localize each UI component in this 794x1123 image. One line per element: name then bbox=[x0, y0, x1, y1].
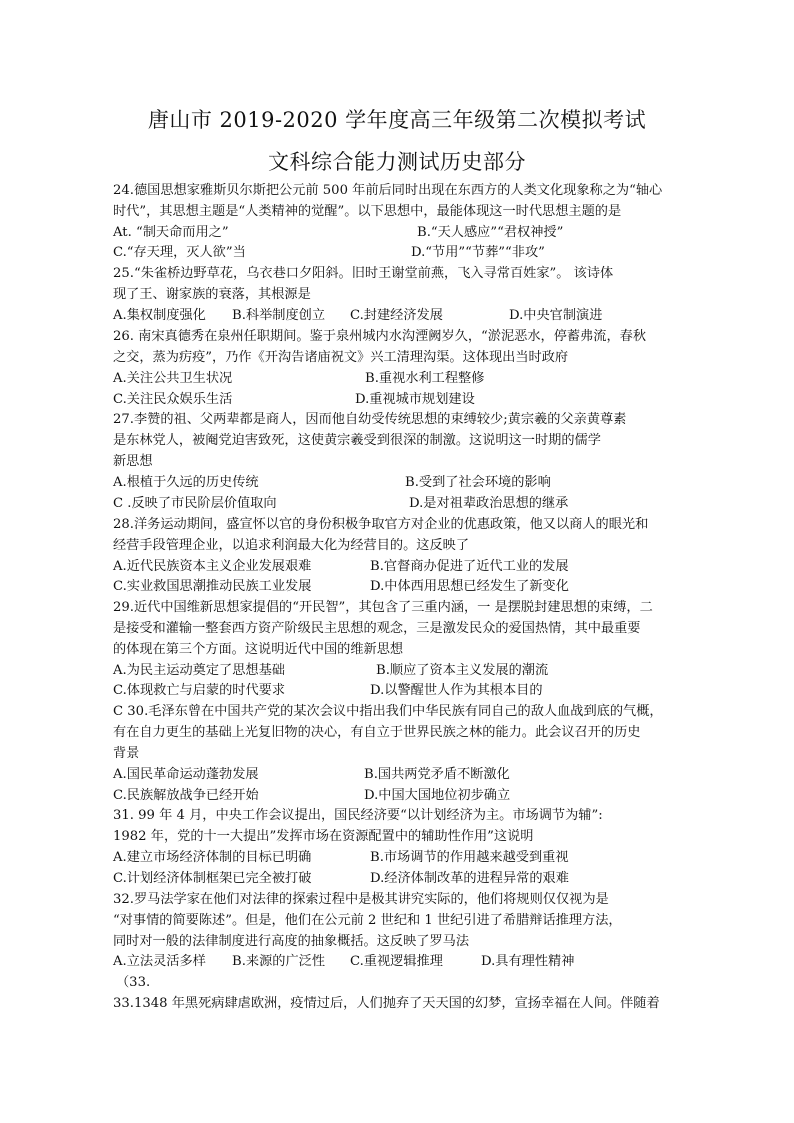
question-27-option-c: C .反映了市民阶层价值取向 bbox=[113, 496, 277, 511]
question-27-option-d: D.是对祖辈政治思想的继承 bbox=[409, 496, 569, 511]
question-32-stem-line-2: “对事情的简要陈述”。但是，他们在公元前 2 世纪和 1 世纪引进了希腊辩话推理方法， bbox=[113, 913, 622, 928]
question-24-option-b: B.“天人感应”“君权神授” bbox=[417, 225, 564, 240]
question-32-stem-line-1: 32.罗马法学家在他们对法律的探索过程中是极其讲究实际的，他们将规则仅仅视为是 bbox=[113, 892, 609, 907]
question-31-stem-line-1: 31. 99 年 4 月，中央工作会议提出，国民经济要“以计划经济为主。市场调节为辅”: bbox=[113, 808, 603, 823]
question-26-stem-line-2: 之交，蒸为疠疫”，乃作《开沟告诸庙祝文》兴工清理沟渠。这体现出当时政府 bbox=[113, 350, 569, 365]
question-31-option-c: C.计划经济体制框架已完全被打破 bbox=[113, 871, 312, 886]
question-29-stem-line-1: 29.近代中国维新思想家提倡的“开民智”，其包含了三重内涵，一 是摆脱封建思想的束缚，二 bbox=[113, 600, 653, 615]
question-24-option-a: At. “制天命而用之” bbox=[113, 225, 229, 240]
question-31-stem-line-2: 1982 年，党的十一大提出”发挥市场在资源配置中的辅助性作用”这说明 bbox=[113, 829, 534, 844]
question-28-option-d: D.中体西用思想已经发生了新变化 bbox=[370, 579, 569, 594]
question-25-option-c: C.封建经济发展 bbox=[350, 308, 443, 323]
question-30-option-c: C.民族解放战争已经开始 bbox=[113, 788, 259, 803]
question-26-option-a: A.关注公共卫生状况 bbox=[113, 371, 233, 386]
question-32-option-b: B.来源的广泛性 bbox=[232, 954, 326, 969]
question-26-option-c: C.关注民众娱乐生活 bbox=[113, 392, 233, 407]
question-27-stem-line-1: 27.李赞的祖、父两辈都是商人，因而他自幼受传统思想的束缚较少;黄宗羲的父亲黄尊素 bbox=[113, 412, 627, 427]
question-25-option-d: D.中央官制演进 bbox=[509, 308, 603, 323]
question-33-stem-line-1: 33.1348 年黑死病肆虐欧洲，疫情过后，人们抛弃了天天国的幻梦，宣扬幸福在人间。伴随着 bbox=[113, 996, 660, 1011]
question-30-option-d: D.中国大国地位初步确立 bbox=[364, 788, 511, 803]
question-30-stem-line-2: 有在自力更生的基础上光复旧物的决心，有自立于世界民族之林的能力。此会议召开的历史 bbox=[113, 725, 641, 740]
question-27-option-b: B.受到了社会环境的影响 bbox=[405, 475, 551, 490]
question-30-option-b: B.国共两党矛盾不断激化 bbox=[364, 767, 510, 782]
question-24-stem-line-1: 24.德国思想家雅斯贝尔斯把公元前 500 年前后同时出现在东西方的人类文化现象称之为“轴心 bbox=[113, 183, 663, 198]
question-29-option-c: C.体现救亡与启蒙的时代要求 bbox=[113, 683, 286, 698]
question-32-stem-line-3: 同时对一般的法律制度进行高度的抽象概括。这反映了罗马法 bbox=[113, 934, 470, 949]
question-27-stem-line-2: 是东林党人，被阉党迫害致死，这使黄宗羲受到很深的制激。这说明这一时期的儒学 bbox=[113, 433, 601, 448]
question-30-option-a: A.国民革命运动蓬勃发展 bbox=[113, 767, 259, 782]
question-29-option-d: D.以警醒世人作为其根本目的 bbox=[370, 683, 543, 698]
question-25-stem-line-2: 现了王、谢家族的衰落，其根源是 bbox=[113, 287, 311, 302]
question-24-stem-line-2: 时代”，其思想主题是“人类精神的觉醒”。以下思想中，最能体现这一时代思想主题的是 bbox=[113, 204, 622, 219]
question-27-option-a: A.根植于久远的历史传统 bbox=[113, 475, 259, 490]
question-31-option-a: A.建立市场经济体制的目标已明确 bbox=[113, 850, 312, 865]
question-24-option-c: C.“存天理，灭人欲”当 bbox=[113, 245, 246, 260]
question-28-option-c: C.实业救国思潮推动民族工业发展 bbox=[113, 579, 312, 594]
question-31-option-b: B.市场调节的作用越来越受到重视 bbox=[370, 850, 569, 865]
question-27-stem-line-3: 新思想 bbox=[113, 454, 153, 469]
question-32-option-c: C.重视逻辑推理 bbox=[350, 954, 443, 969]
question-32-option-d: D.具有理性精神 bbox=[481, 954, 575, 969]
question-26-option-d: D.重视城市规划建设 bbox=[355, 392, 475, 407]
page-title: 唐山市 2019-2020 学年度高三年级第二次模拟考试 bbox=[147, 108, 647, 132]
question-24-option-d: D.“节用”“节葬”“非攻” bbox=[411, 245, 545, 260]
question-30-stem-line-3: 背景 bbox=[113, 746, 140, 761]
question-29-stem-line-3: 的体现在第三个方面。这说明近代中国的维新思想 bbox=[113, 642, 404, 657]
question-29-option-b: B.顺应了资本主义发展的潮流 bbox=[376, 663, 549, 678]
page-subtitle: 文科综合能力测试历史部分 bbox=[268, 150, 526, 174]
question-28-stem-line-1: 28.洋务运动期间，盛宣怀以官的身份积极争取官方对企业的优惠政策，他又以商人的眼光和 bbox=[113, 517, 649, 532]
question-25-option-b: B.科举制度创立 bbox=[232, 308, 326, 323]
question-33-fragment: （33. bbox=[116, 975, 151, 990]
question-29-stem-line-2: 是接受和灌输一整套西方资产阶级民主思想的观念，三是激发民众的爱国热情，其中最重要 bbox=[113, 621, 641, 636]
question-28-stem-line-2: 经营手段管理企业，以追求利润最大化为经营目的。这反映了 bbox=[113, 538, 470, 553]
question-28-option-a: A.近代民族资本主义企业发展艰难 bbox=[113, 559, 312, 574]
question-26-option-b: B.重视水利工程整修 bbox=[365, 371, 485, 386]
question-25-option-a: A.集权制度强化 bbox=[113, 308, 206, 323]
question-26-stem-line-1: 26. 南宋真德秀在泉州任职期间。鉴于泉州城内水沟湮阙岁久，“淤泥恶水，停蓄弗流，春秋 bbox=[113, 329, 647, 344]
question-31-option-d: D.经济体制改革的进程异常的艰难 bbox=[370, 871, 569, 886]
question-25-stem-line-1: 25.“朱雀桥边野草花，乌衣巷口夕阳斜。旧时王谢堂前燕，飞入寻常百姓家”。 该诗体 bbox=[113, 266, 614, 281]
question-32-option-a: A.立法灵活多样 bbox=[113, 954, 206, 969]
question-28-option-b: B.官督商办促进了近代工业的发展 bbox=[370, 559, 569, 574]
question-30-stem-line-1: C 30.毛泽东曾在中国共产党的某次会议中指出我们中华民族有同自己的敌人血战到底的气概， bbox=[113, 704, 663, 719]
question-29-option-a: A.为民主运动奠定了思想基础 bbox=[113, 663, 285, 678]
